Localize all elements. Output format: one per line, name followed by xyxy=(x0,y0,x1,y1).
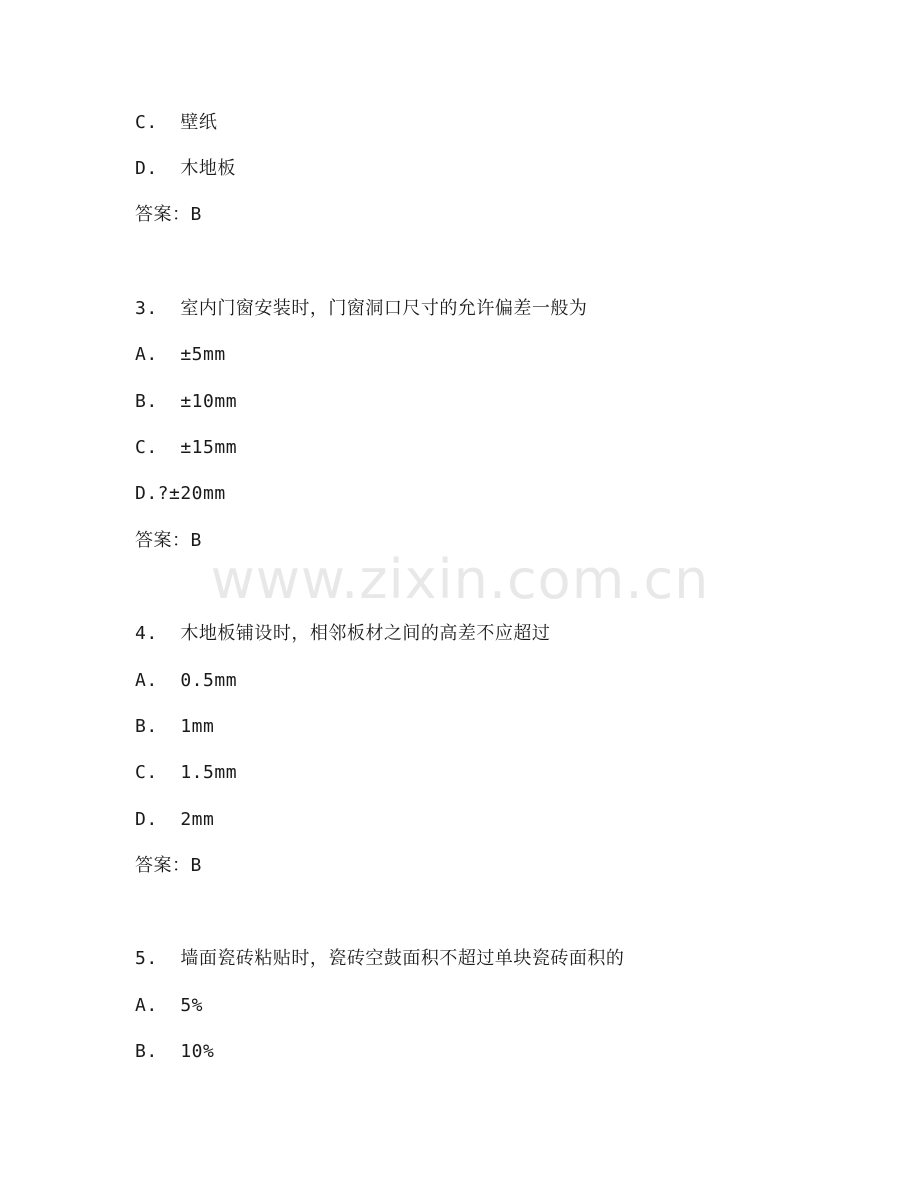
question-4: 4. 木地板铺设时，相邻板材之间的高差不应超过 xyxy=(135,623,551,644)
answer-q3: 答案：B xyxy=(135,530,202,551)
option-d-q4: D. 2mm xyxy=(135,809,215,830)
watermark: www.zixin.com.cn xyxy=(210,548,710,611)
option-d-q3: D.?±20mm xyxy=(135,483,226,504)
option-a-q3: A. ±5mm xyxy=(135,344,226,365)
option-b-q4: B. 1mm xyxy=(135,716,215,737)
option-d-q2: D. 木地板 xyxy=(135,158,236,179)
option-a-q5: A. 5% xyxy=(135,995,204,1016)
answer-q2: 答案：B xyxy=(135,204,202,225)
option-b-q3: B. ±10mm xyxy=(135,391,238,412)
answer-q4: 答案：B xyxy=(135,855,202,876)
option-c-q2: C. 壁纸 xyxy=(135,112,218,133)
question-5: 5. 墙面瓷砖粘贴时，瓷砖空鼓面积不超过单块瓷砖面积的 xyxy=(135,948,625,969)
option-a-q4: A. 0.5mm xyxy=(135,670,238,691)
question-3: 3. 室内门窗安装时，门窗洞口尺寸的允许偏差一般为 xyxy=(135,298,588,319)
option-b-q5: B. 10% xyxy=(135,1041,215,1062)
option-c-q3: C. ±15mm xyxy=(135,437,238,458)
option-c-q4: C. 1.5mm xyxy=(135,762,238,783)
